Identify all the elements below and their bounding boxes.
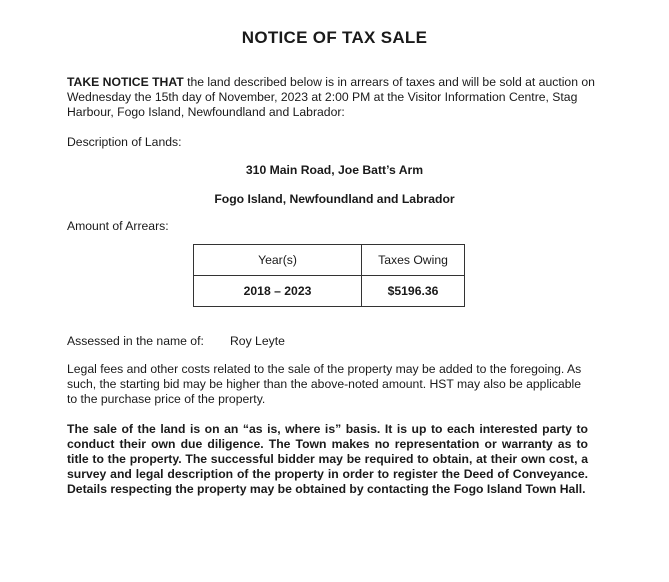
sale-terms-paragraph: The sale of the land is on an “as is, where is” basis. It is up to each interested party to conduct their own due diligence. The Town makes no representation or warranty as to title to the property. The successful bidder may be required to obtain, at their own cost, a survey and legal description of the property in order to register the Deed of Conveyance. Details respecting the property may be obtained by contacting the Fogo Island Town Hall. [67, 422, 588, 496]
legal-fees-paragraph: Legal fees and other costs related to the sale of the property may be added to the foregoing. As such, the starting bid may be higher than the above-noted amount. HST may also be applicable to the purchase price of the property. [67, 362, 582, 406]
table-row [194, 276, 465, 307]
notice-title: NOTICE OF TAX SALE [241, 28, 428, 47]
table-header-row [194, 245, 465, 276]
arrears-label: Amount of Arrears: [67, 219, 169, 233]
intro-paragraph [67, 75, 607, 120]
header-taxes-owing: Taxes Owing [362, 245, 465, 276]
description-label: Description of Lands: [67, 135, 182, 149]
cell-taxes-owing: $5196.36 [362, 276, 465, 307]
assessed-label: Assessed in the name of: [67, 334, 204, 348]
intro-lead: TAKE NOTICE THAT [67, 75, 184, 89]
header-years: Year(s) [194, 245, 362, 276]
address-line-2: Fogo Island, Newfoundland and Labrador [214, 192, 455, 206]
cell-years: 2018 – 2023 [194, 276, 362, 307]
assessed-name: Roy Leyte [230, 334, 285, 348]
arrears-table [193, 244, 465, 307]
intro-text: the land described below is in arrears of taxes and will be sold at auction on Wednesday the 15th day of November, 2023 at 2:00 PM at the Visitor Information Centre, Stag Harbour, Fogo Island, Newfoundland and Labrador: [67, 75, 595, 119]
address-line-1: 310 Main Road, Joe Batt’s Arm [245, 163, 424, 177]
